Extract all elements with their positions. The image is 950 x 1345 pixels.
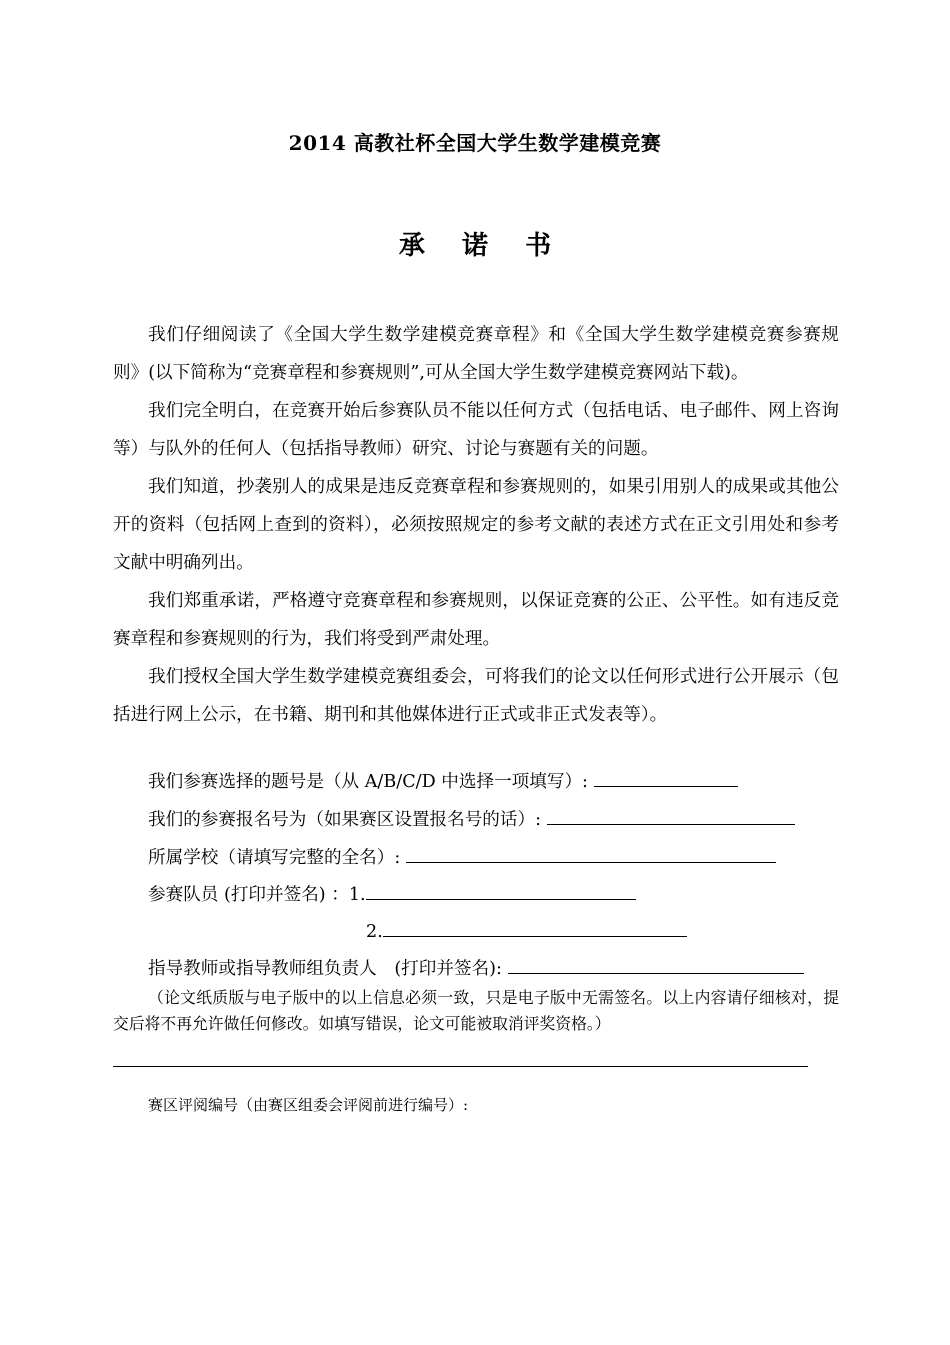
heading-char: 诺	[461, 231, 488, 261]
paragraph: 我们完全明白，在竞赛开始后参赛队员不能以任何方式（包括电话、电子邮件、网上咨询等）与队外的任何人（包括指导教师）研究、讨论与赛题有关的问题。	[113, 401, 839, 459]
problem-label: 我们参赛选择的题号是（从 A/B/C/D 中选择一项填写）:	[148, 772, 588, 792]
paragraph: 我们仔细阅读了《全国大学生数学建模竞赛章程》和《全国大学生数学建模竞赛参赛规则》(以下简称为“竞赛章程和参赛规则”,可从全国大学生数学建模竞赛网站下载)。	[113, 325, 839, 383]
school-label: 所属学校（请填写完整的全名）:	[148, 848, 401, 868]
heading-char: 书	[525, 231, 552, 261]
member-2-row	[366, 918, 687, 944]
registration-blank[interactable]	[547, 806, 795, 825]
review-label: 赛区评阅编号（由赛区组委会评阅前进行编号）:	[148, 1096, 469, 1114]
review-number-row	[148, 1093, 468, 1117]
verification-note	[113, 985, 839, 1037]
member-1-row	[148, 881, 636, 907]
advisor-label: 指导教师或指导教师组负责人 (打印并签名):	[148, 959, 502, 979]
document-heading	[0, 225, 950, 262]
members-label: 参赛队员 (打印并签名) ：	[148, 885, 349, 905]
member-2-blank[interactable]	[383, 918, 687, 937]
advisor-row	[148, 955, 804, 981]
problem-row	[148, 768, 738, 794]
section-divider	[113, 1066, 808, 1067]
school-row	[148, 844, 776, 870]
advisor-blank[interactable]	[508, 955, 804, 974]
competition-title: 2014 高教社杯全国大学生数学建模竞赛	[288, 131, 662, 155]
registration-label: 我们的参赛报名号为（如果赛区设置报名号的话）:	[148, 810, 541, 830]
paragraph: 我们授权全国大学生数学建模竞赛组委会，可将我们的论文以任何形式进行公开展示（包括进行网上公示，在书籍、期刊和其他媒体进行正式或非正式发表等）。	[113, 667, 839, 725]
commitment-body	[113, 316, 839, 734]
member-2-number: 2.	[366, 922, 383, 942]
school-blank[interactable]	[406, 844, 776, 863]
heading-char: 承	[398, 231, 425, 261]
member-1-number: 1.	[348, 885, 366, 905]
registration-row	[148, 806, 795, 832]
paragraph: 我们郑重承诺，严格遵守竞赛章程和参赛规则，以保证竞赛的公正、公平性。如有违反竞赛章程和参赛规则的行为，我们将受到严肃处理。	[113, 591, 839, 649]
problem-blank[interactable]	[594, 768, 738, 787]
paragraph: 我们知道，抄袭别人的成果是违反竞赛章程和参赛规则的，如果引用别人的成果或其他公开的资料（包括网上查到的资料），必须按照规定的参考文献的表述方式在正文引用处和参考文献中明确列出。	[113, 477, 839, 573]
member-1-blank[interactable]	[366, 881, 636, 900]
note-text: （论文纸质版与电子版中的以上信息必须一致，只是电子版中无需签名。以上内容请仔细核对，提交后将不再允许做任何修改。如填写错误，论文可能被取消评奖资格。）	[113, 988, 839, 1033]
